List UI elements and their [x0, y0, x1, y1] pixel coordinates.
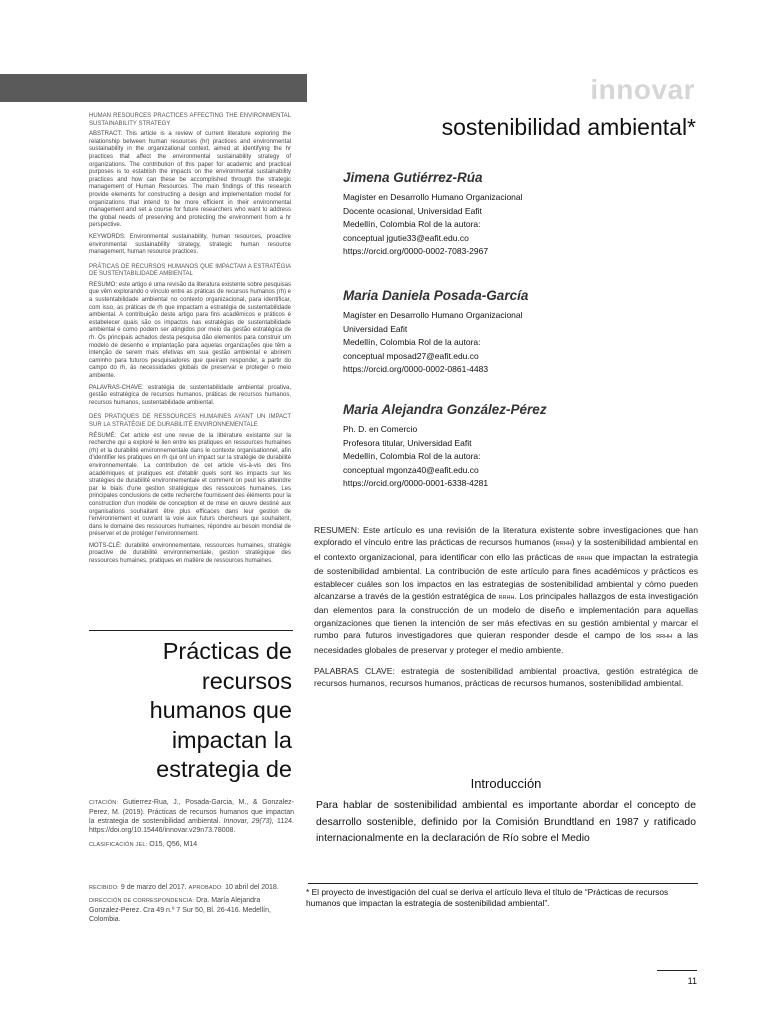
author-degree: Magíster en Desarrollo Humano Organizacional [343, 192, 523, 202]
citation-text: Gutierrez-Rua, J., Posada-Garcia, M., & Gonzalez- Perez, M. (2019). Prácticas de recursos humanos que impactan la estrategia de sostenibilidad ambiental. [89, 799, 294, 825]
citation-journal: Innovar, [223, 818, 249, 825]
author-orcid[interactable]: https://orcid.org/0000-0001-6338-4281 [343, 478, 489, 488]
citation-volume: 29(73), [251, 818, 274, 825]
rrhh-abbr: RRHH [576, 555, 593, 562]
author-2 [343, 288, 703, 377]
footnote-divider [308, 883, 698, 884]
author-name: Maria Alejandra González-Pérez [343, 402, 547, 417]
article-title: Prácticas de recursos humanos que impactan la estrategia de [149, 638, 292, 782]
citation-block [89, 798, 294, 855]
abstract-en-title: HUMAN RESOURCES PRACTICES AFFECTING THE ENVIRONMENTAL SUSTAINABILITY STRATEGY [89, 113, 291, 127]
citation-pages: 1124. [277, 818, 294, 825]
title-continuation: sostenibilidad ambiental* [441, 114, 696, 140]
jel-label: CLASIFICACIÓN JEL: [89, 842, 148, 848]
abstract-fr-title: DES PRATIQUES DE RESSOURCES HUMAINES AYANT UN IMPACT SUR LA STRATÉGIE DE DURABILITÉ ENVIRONNEMENTALE [89, 414, 291, 428]
palabras-clave [314, 665, 698, 690]
received-date: 9 de marzo del 2017. [120, 884, 187, 891]
author-degree: Ph. D. en Comercio [343, 424, 418, 434]
rrhh-abbr: RRHH [555, 541, 572, 548]
citation-doi[interactable]: https://doi.org/10.15446/innovar.v29n73.78008. [89, 827, 236, 834]
citation-label: CITACIÓN: [89, 800, 119, 806]
dates-block [89, 883, 294, 927]
author-position: Profesora titular, Universidad Eafit [343, 437, 472, 448]
resumen-text: que impactan la estrategia de sostenibilidad ambiental. La contribución de este artículo para fines académicos y prácticos es establecer cuáles son los impactos en las estrategias de sostenibilidad ambiental y cómo pueden alcanzarse a través de la gestión estratégica de [314, 551, 698, 602]
journal-name: innovar [590, 74, 695, 105]
abstract-fr-body: RÉSUMÉ: Cet article est une revue de la littérature existante sur la recherche qui a exploré le lien entre les pratiques en ressources humaines (rh) et la durabilité environnementale dans le contexte organisationnel, afin d'identifier les pratiques en rh qui ont un impact sur la stratégie de durabilité environnementale. La contribution de cet article vis-à-vis des fins académiques et pratiques est d'établir quels sont les impacts sur les stratégies de durabilité environnementale et comment on peut les atteindre par le biais d'une gestion stratégique des ressources humaines. Les principales conclusions de cette recherche fournissent des éléments pour la construction d'un modèle de conception et de mise en œuvre destiné aux organisations souhaitant être plus efficaces dans leur gestion de l'environnement et ouvrant la voie aux futurs chercheurs qui souhaitent, dans le domaine des ressources humaines, répondre au besoin mondial de préserver et de protéger l'environnement. [89, 432, 291, 538]
approved-label: APROBADO: [188, 885, 224, 891]
footnote: * El proyecto de investigación del cual se deriva el artículo lleva el título de “Prácticas de recursos humanos que impactan la estrategia de sostenibilidad ambiental”. [306, 887, 669, 908]
rrhh-abbr: RRHH [656, 634, 673, 641]
abstracts-column [89, 113, 291, 573]
author-degree: Magíster en Desarrollo Humano Organizacional [343, 310, 523, 320]
abstract-fr-keywords: MOTS-CLÉ: durabilité environnementale, ressources humaines, stratégie proactive de durabilité environnementale, gestion stratégique des ressources humaines, pratiques en matière de ressources humaines. [89, 542, 291, 565]
abstract-pt-keywords: PALAVRAS-CHAVE: estratégia de sustentabilidade ambiental proativa, gestão estratégica de recursos humanos, práticas de recursos humanos, recursos humanos, sustentabilidade ambiental. [89, 384, 291, 406]
intro-heading: Introducción [470, 776, 542, 791]
approved-date: 10 abril del 2018. [225, 884, 279, 891]
correspondence-address: Dra. María Alejandra Gonzalez-Perez. Cra 49 n.º 7 Sur 50, Bl. 26-416. Medellín, Colombia. [89, 897, 271, 923]
header-bar [0, 74, 307, 102]
author-name: Jimena Gutiérrez-Rúa [343, 170, 483, 185]
author-3 [343, 402, 703, 491]
resumen-text: . Los principales hallazgos de esta investigación dan elementos para la construcción de un modelo de diseño e implementación para aquellas organizaciones que tienen la intención de ser más efectivas en su gestión ambiental y marcar el rumbo para futuros investigadores que quieran responder desde el campo de los [314, 591, 698, 641]
resumen-label: RESUMEN: [314, 525, 360, 535]
page-number-rule [657, 970, 697, 971]
resumen-text: a las necesidades globales de preservar y proteger el medio ambiente. [314, 630, 698, 655]
author-position: Docente ocasional, Universidad Eafit [343, 205, 482, 216]
author-orcid[interactable]: https://orcid.org/0000-0002-0861-4483 [343, 364, 489, 374]
author-location-role: Medellín, Colombia Rol de la autora: [343, 451, 481, 461]
intro-paragraph: Para hablar de sostenibilidad ambiental es importante abordar el concepto de desarrollo sostenible, definido por la Comisión Brundtland en 1987 y ratificado internacionalmente en la declaración de Río sobre el Medio [316, 800, 696, 844]
author-position: Universidad Eafit [343, 323, 408, 334]
abstract-en-body: ABSTRACT: This article is a review of current literature exploring the relationship between human resources (hr) practices and environmental sustainability in the organizational context, aimed at identifying the hr practices that affect the environmental sustainability strategy of organizations. The contribution of this paper for academic and practical purposes is to establish the impacts on the environmental sustainability practices and how can these be accomplished through the strategic management of Human Resources. The main findings of this research provide elements for constructing a design and implementation model for organizations that intend to be more efficient in their environmental management and set a course for future researchers who want to address the global needs of preserving and protecting the environment from a hr perspective. [89, 131, 291, 229]
title-divider [89, 630, 293, 631]
palabras-clave-text: estrategia de sostenibilidad ambiental proactiva, gestión estratégica de recursos humanos, recursos humanos, prácticas de recursos humanos, sostenibilidad ambiental. [314, 666, 699, 689]
page-number: 11 [687, 976, 697, 986]
author-1 [343, 170, 703, 259]
author-location-role: Medellín, Colombia Rol de la autora: [343, 219, 481, 229]
abstract-pt-body: RESUMO: este artigo é uma revisão da literatura existente sobre pesquisas que vêm explorando o vínculo entre as práticas de recursos humanos (rh) e a sustentabilidade ambiental no contexto organizacional, para identificar, com isso, as práticas de rh que impactam a estratégia de sustentabilidade ambiental. A contribuição deste artigo para fins acadêmicos e práticos é estabelecer quais são os impactos nas estratégias de sustentabilidade ambiental e como podem ser atingidos por meio da gestão estratégica de rh. Os principais achados desta pesquisa dão elementos para construir um modelo de desenho e implantação para aquelas organizações que têm a intenção de serem mais efetivas em sua gestão ambiental e abrirem caminho para futuros pesquisadores que queiram responder, a partir do campo do rh, às necessidades globais de preservar e proteger o meio ambiente. [89, 281, 291, 379]
resumen-block [314, 524, 698, 699]
rrhh-abbr: RRHH [498, 595, 515, 602]
author-orcid[interactable]: https://orcid.org/0000-0002-7083-2967 [343, 246, 489, 256]
abstract-pt-title: PRÁTICAS DE RECURSOS HUMANOS QUE IMPACTAM A ESTRATÉGIA DE SUSTENTABILIDADE AMBIENTAL [89, 263, 291, 278]
author-name: Maria Daniela Posada-García [343, 288, 529, 303]
abstract-en-keywords: KEYWORDS: Environmental sustainability, human resources, proactive environmental sustainability strategy, strategic human resource management, human resource practices. [89, 233, 291, 256]
correspondence-label: DIRECCIÓN DE CORRESPONDENCIA: [89, 898, 195, 904]
resumen-text: Este artículo es una revisión de la literatura existente sobre investigaciones que han explorado el vínculo entre las prácticas de recursos humanos ( [314, 525, 698, 548]
author-email[interactable]: conceptual jgutie33@eafit.edu.co [343, 232, 469, 243]
resumen-text: ) y la sostenibilidad ambiental en el contexto organizacional, para identificar con ello las prácticas de [314, 537, 698, 562]
palabras-clave-label: PALABRAS CLAVE: [314, 666, 395, 677]
jel-codes: O15, Q56, M14 [149, 841, 198, 848]
resumen-paragraph [314, 524, 698, 656]
author-location-role: Medellín, Colombia Rol de la autora: [343, 337, 481, 347]
author-email[interactable]: conceptual mgonza40@eafit.edu.co [343, 464, 479, 475]
author-email[interactable]: conceptual mposad27@eafit.edu.co [343, 350, 479, 361]
received-label: RECIBIDO: [89, 885, 119, 891]
